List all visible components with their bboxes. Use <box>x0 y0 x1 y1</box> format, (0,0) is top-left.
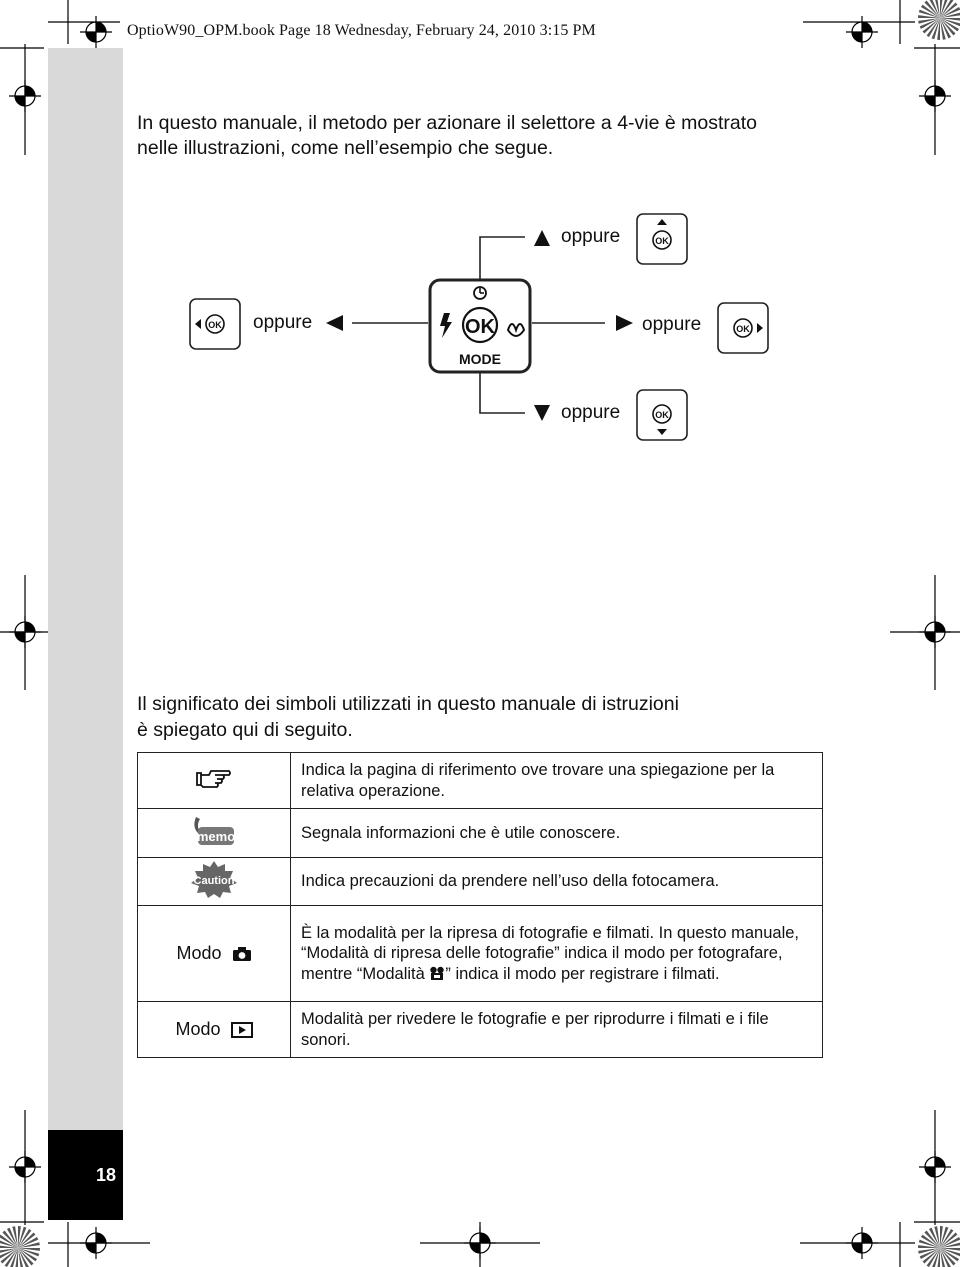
symbols-intro-line-2: è spiegato qui di seguito. <box>137 719 353 741</box>
symbol-description: Segnala informazioni che è utile conoscere. <box>291 809 823 858</box>
up-oppure-label: oppure <box>561 226 621 247</box>
symbols-table <box>137 752 823 1058</box>
four-way-controller-diagram <box>0 0 960 470</box>
svg-text:OK: OK <box>465 316 495 338</box>
page-number: 18 <box>48 1130 123 1220</box>
ok-right-button-icon <box>718 303 768 353</box>
intro-line-1: In questo manuale, il metodo per azionare il selettore a 4-vie è mostrato <box>137 112 758 134</box>
table-row <box>138 1002 823 1058</box>
table-row <box>138 809 823 858</box>
movie-camera-icon <box>429 966 445 981</box>
pointing-hand-icon <box>195 765 233 791</box>
symbols-intro-paragraph <box>137 691 857 743</box>
ok-down-button-icon <box>637 390 687 440</box>
intro-line-2: nelle illustrazioni, come nell’esempio che segue. <box>137 137 554 159</box>
right-oppure-label: oppure <box>642 314 702 335</box>
svg-text:OK: OK <box>655 410 669 420</box>
caution-icon <box>189 859 239 899</box>
svg-text:OK: OK <box>208 320 222 330</box>
svg-text:memo: memo <box>196 828 236 844</box>
svg-text:OK: OK <box>736 324 750 334</box>
shooting-mode-label: Modo <box>176 943 251 964</box>
left-oppure-label: oppure <box>253 312 313 333</box>
playback-icon <box>231 1022 253 1038</box>
symbol-description: Modalità per rivedere le fotografie e per riprodurre i filmati e i file sonori. <box>291 1002 823 1058</box>
ok-left-button-icon <box>190 299 240 349</box>
playback-mode-label: Modo <box>175 1019 252 1040</box>
symbol-description: Indica precauzioni da prendere nell’uso della fotocamera. <box>291 858 823 906</box>
table-row <box>138 753 823 809</box>
svg-text:Caution: Caution <box>193 875 235 887</box>
svg-text:OK: OK <box>655 236 669 246</box>
ok-up-button-icon <box>637 214 687 264</box>
svg-text:MODE: MODE <box>459 351 501 367</box>
table-row <box>138 858 823 906</box>
table-row <box>138 906 823 1002</box>
camera-icon <box>232 946 252 962</box>
file-info-header: OptioW90_OPM.book Page 18 Wednesday, February 24, 2010 3:15 PM <box>127 22 596 39</box>
symbol-description: Indica la pagina di riferimento ove trovare una spiegazione per la relativa operazione. <box>291 753 823 809</box>
symbols-intro-line-1: Il significato dei simboli utilizzati in questo manuale di istruzioni <box>137 693 679 715</box>
down-oppure-label: oppure <box>561 402 621 423</box>
symbol-description: È la modalità per la ripresa di fotografie e filmati. In questo manuale, “Modalità di ripresa delle fotografie” indica il modo per fotografare, mentre “Modalità ” indica il modo per registrare i filmati. <box>291 906 823 1002</box>
memo-icon <box>190 813 238 849</box>
